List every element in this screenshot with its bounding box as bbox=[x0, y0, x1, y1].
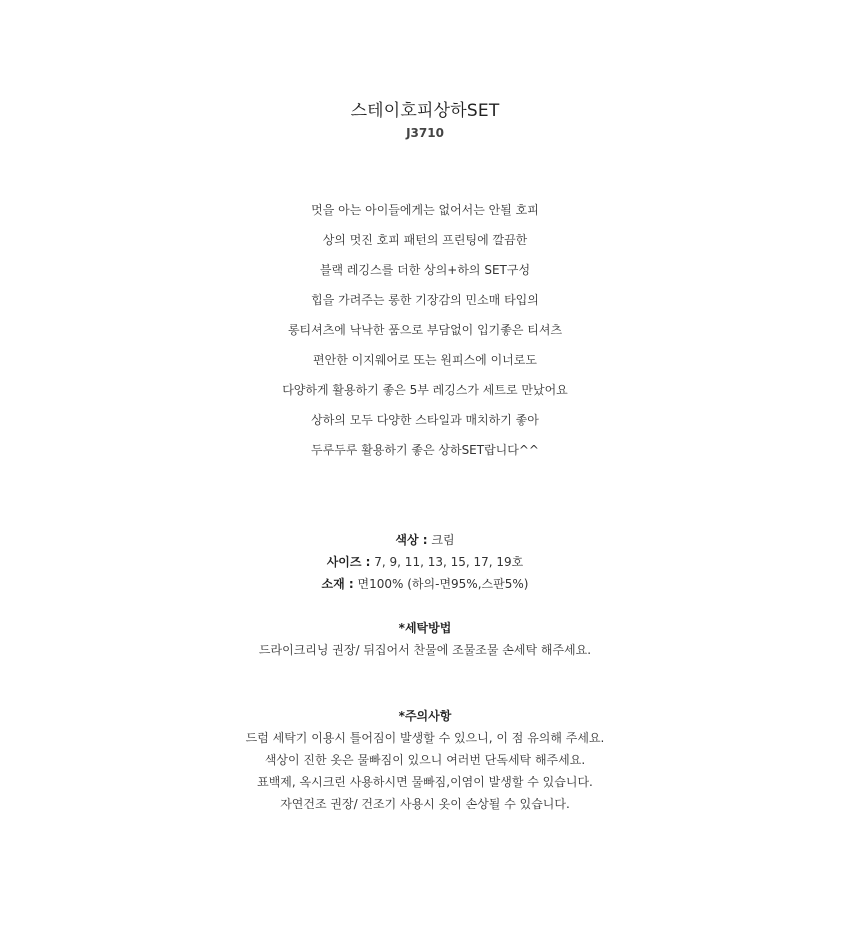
caution-line: 색상이 진한 옷은 물빠짐이 있으니 여러번 단독세탁 해주세요. bbox=[264, 753, 586, 767]
spec-size-value: 7, 9, 11, 13, 15, 17, 19호 bbox=[370, 555, 524, 569]
spec-material-value: 면100% (하의-면95%,스판5%) bbox=[353, 577, 529, 591]
washing-line: 드라이크리닝 권장/ 뒤집어서 찬물에 조물조물 손세탁 해주세요. bbox=[258, 643, 592, 657]
description-line: 멋을 아는 아이들에게는 없어서는 안될 호피 bbox=[311, 203, 539, 217]
spec-material-label: 소재 : bbox=[321, 577, 354, 591]
description-line: 상하의 모두 다양한 스타일과 매치하기 좋아 bbox=[311, 413, 539, 427]
spec-size bbox=[0, 553, 850, 570]
description-line: 편안한 이지웨어로 또는 원피스에 이너로도 bbox=[313, 353, 537, 367]
spec-color-value: 크림 bbox=[427, 533, 455, 547]
product-code: J3710 bbox=[406, 126, 444, 140]
spec-color bbox=[0, 531, 850, 548]
product-title: 스테이호피상하SET bbox=[350, 101, 500, 121]
caution-line: 자연건조 권장/ 건조기 사용시 옷이 손상될 수 있습니다. bbox=[280, 797, 570, 811]
spec-material bbox=[0, 575, 850, 592]
description-line: 상의 멋진 호피 패턴의 프린팅에 깔끔한 bbox=[322, 233, 528, 247]
caution-heading: *주의사항 bbox=[398, 709, 452, 723]
description-line: 다양하게 활용하기 좋은 5부 레깅스가 세트로 만났어요 bbox=[282, 383, 568, 397]
washing-heading: *세탁방법 bbox=[398, 621, 452, 635]
description-line: 블랙 레깅스를 더한 상의+하의 SET구성 bbox=[319, 263, 531, 277]
caution-line: 표백제, 옥시크린 사용하시면 물빠짐,이염이 발생할 수 있습니다. bbox=[257, 775, 593, 789]
description-line: 롱티셔츠에 낙낙한 품으로 부담없이 입기좋은 티셔츠 bbox=[287, 323, 563, 337]
caution-line: 드럼 세탁기 이용시 틀어짐이 발생할 수 있으니, 이 점 유의해 주세요. bbox=[245, 731, 605, 745]
description-line: 힙을 가려주는 롱한 기장감의 민소매 타입의 bbox=[311, 293, 539, 307]
spec-size-label: 사이즈 : bbox=[326, 555, 371, 569]
description-line: 두루두루 활용하기 좋은 상하SET랍니다^^ bbox=[311, 443, 539, 457]
spec-color-label: 색상 : bbox=[395, 533, 428, 547]
